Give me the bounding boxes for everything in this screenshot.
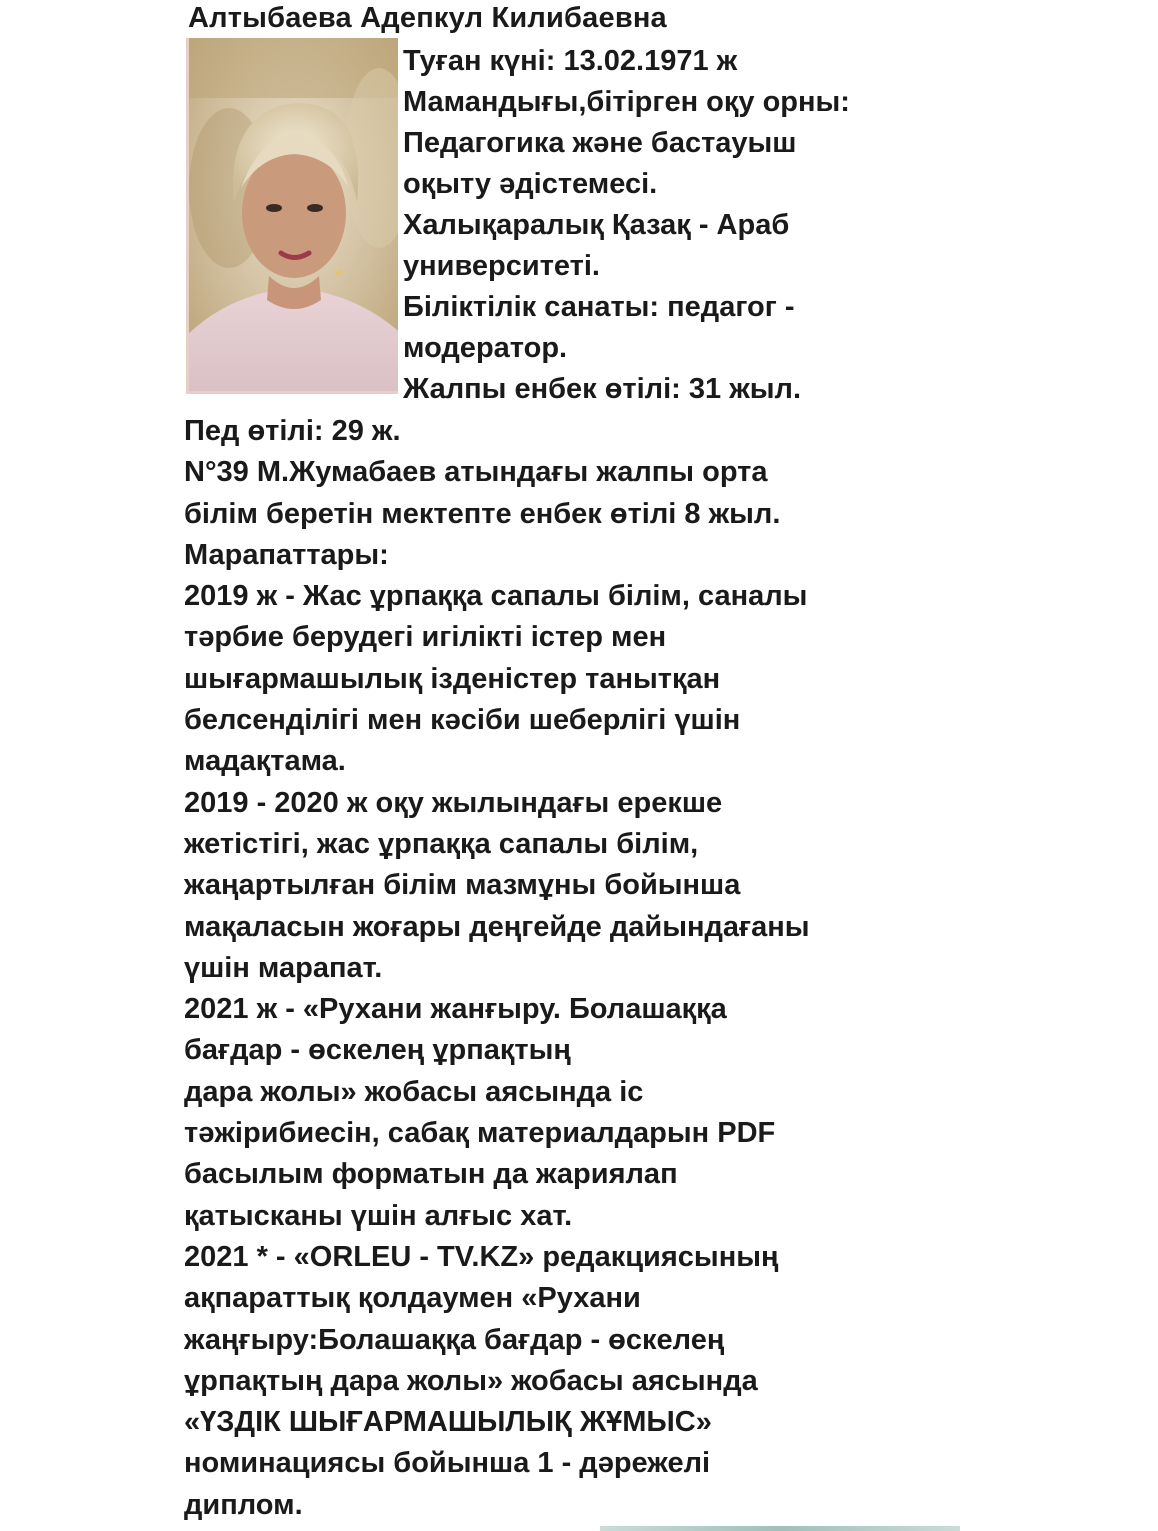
award-line: тәрбие берудегі игілікті істер мен: [184, 621, 667, 654]
award-line: үшін марапат.: [184, 951, 383, 984]
award-line: жаңартылған білім мазмұны бойынша: [184, 869, 741, 902]
qualification-line: Біліктілік санаты: педагог -: [403, 291, 795, 323]
specialty-line: Педагогика және бастауыш: [403, 127, 797, 159]
award-line: мадақтама.: [184, 745, 346, 778]
award-line: тәжірибиесін, сабақ материалдарын PDF: [184, 1117, 776, 1150]
decorative-bottom-strip: [600, 1526, 960, 1531]
university-line: Халықаралық Қазақ - Араб: [403, 209, 790, 241]
school-line: N°39 М.Жумабаев атындағы жалпы орта: [184, 456, 768, 489]
qualification-line: модератор.: [403, 332, 568, 364]
award-line: ұрпақтың дара жолы» жобасы аясында: [184, 1364, 758, 1397]
award-line: қатысканы үшін алғыс хат.: [184, 1199, 573, 1232]
award-line: 2021 ж - «Рухани жанғыру. Болашаққа: [184, 993, 727, 1026]
personal-details: [403, 41, 850, 410]
award-line: жетістігі, жас ұрпаққа сапалы білім,: [184, 827, 699, 860]
award-line: ақпараттық қолдаумен «Рухани: [184, 1282, 641, 1315]
award-line: дара жолы» жобасы аясында іс: [184, 1075, 644, 1108]
school-line: білім беретін мектепте енбек өтілі 8 жыл.: [184, 497, 781, 530]
award-line: 2021 * - «ORLEU - TV.KZ» редакциясының: [184, 1240, 779, 1273]
portrait-photo-icon: [189, 38, 398, 394]
total-experience-line: Жалпы енбек өтілі: 31 жыл.: [403, 373, 801, 405]
award-line: номинациясы бойынша 1 - дәрежелі: [184, 1447, 711, 1480]
award-line: жаңғыру:Болашаққа бағдар - өскелең: [184, 1323, 725, 1356]
awards-heading: Марапаттары:: [184, 538, 389, 571]
career-and-awards: [184, 411, 810, 1526]
award-line: бағдар - өскелең ұрпақтың: [184, 1034, 571, 1067]
birth-date-line: Туған күні: 13.02.1971 ж: [403, 45, 738, 77]
university-line: университеті.: [403, 250, 600, 282]
portrait-photo: [186, 38, 398, 394]
award-line: диплом.: [184, 1488, 303, 1521]
award-line: «ҮЗДІК ШЫҒАРМАШЫЛЫҚ ЖҰМЫС»: [184, 1406, 712, 1439]
specialty-heading-line: Мамандығы,бітірген оқу орны:: [403, 86, 850, 118]
award-line: мақаласын жоғары деңгейде дайындағаны: [184, 910, 810, 943]
person-name: Алтыбаева Адепкул Килибаевна: [188, 2, 667, 34]
award-line: басылым форматын да жариялап: [184, 1158, 678, 1191]
teaching-experience-line: Пед өтілі: 29 ж.: [184, 415, 401, 447]
specialty-line: оқыту әдістемесі.: [403, 168, 658, 200]
award-line: 2019 - 2020 ж оқу жылындағы ерекше: [184, 786, 723, 819]
award-line: белсенділігі мен кәсіби шеберлігі үшін: [184, 704, 741, 737]
award-line: 2019 ж - Жас ұрпаққа сапалы білім, саналы: [184, 580, 808, 613]
award-line: шығармашылық ізденістер танытқан: [184, 662, 721, 695]
